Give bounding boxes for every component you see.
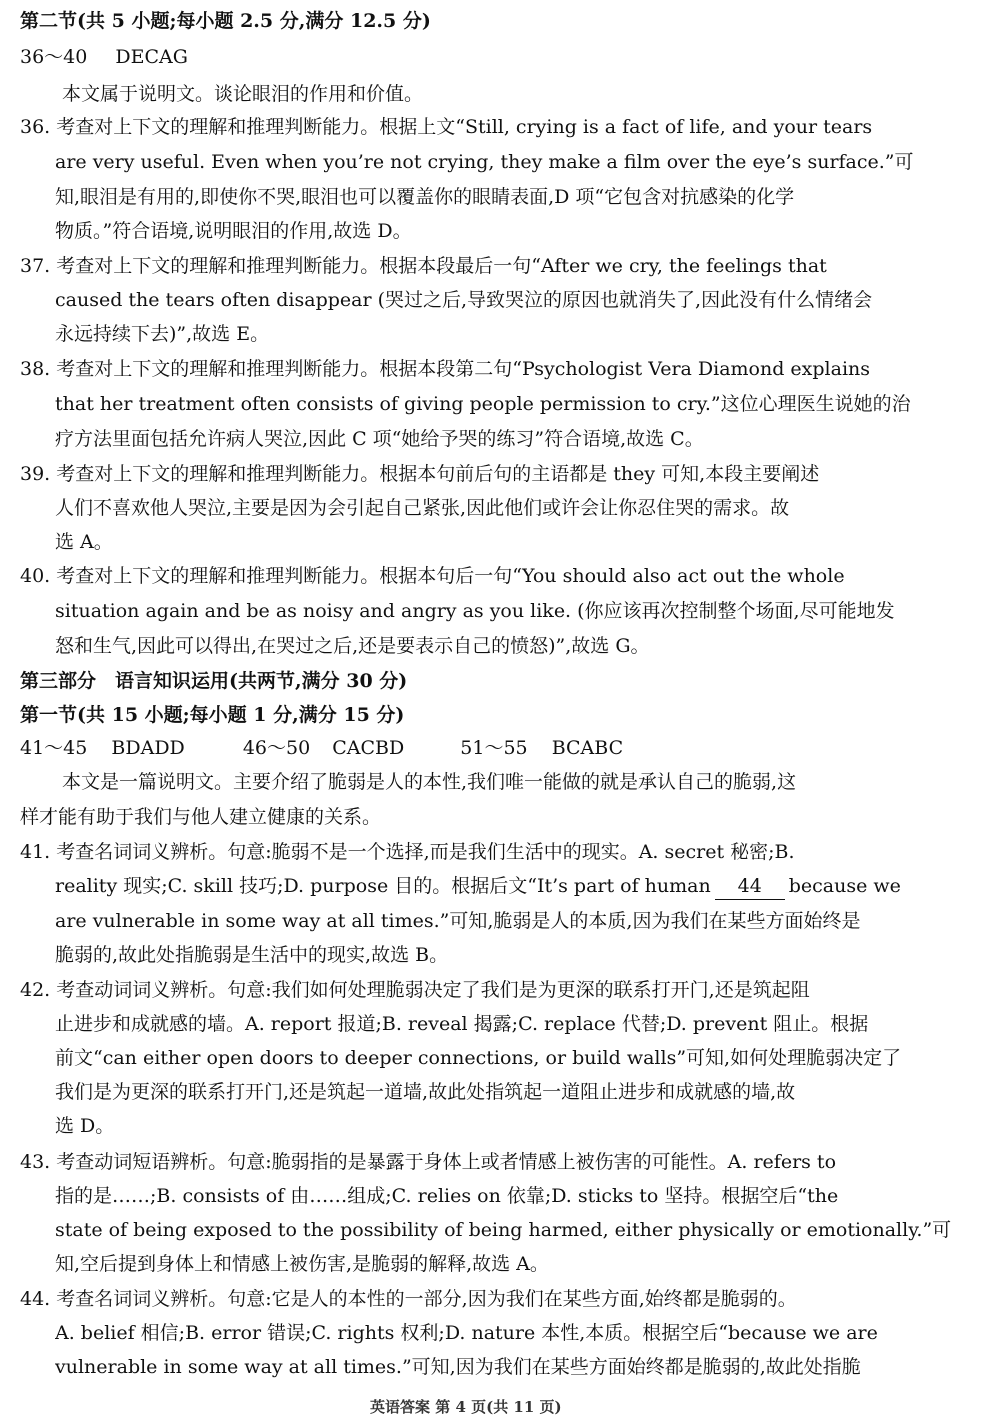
explanation-39-line2: 人们不喜欢他人哭泣,主要是因为会引起自己紧张,因此他们或许会让你忍住哭的需求。故: [55, 497, 790, 519]
explanation-37-line1: 37. 考查对上下文的理解和推理判断能力。根据本段最后一句“After we cry, the feelings that: [20, 255, 827, 277]
explanation-41-line2: [55, 871, 901, 901]
answer-range: 46～50: [242, 737, 311, 759]
explanation-43-line4: 知,空后提到身体上和情感上被伤害,是脆弱的解释,故选 A。: [55, 1253, 549, 1275]
answer-range: 36～40: [20, 46, 88, 68]
explanation-36-line2: are very useful. Even when you’re not crying, they make a film over the eye’s surface.”可: [55, 151, 914, 173]
part3-section1-heading: 第一节(共 15 小题;每小题 1 分,满分 15 分): [20, 704, 405, 726]
answer-letters: CACBD: [332, 737, 405, 759]
answer-range: 51～55: [460, 737, 528, 759]
explanation-42-line5: 选 D。: [55, 1115, 115, 1137]
passage-intro: 本文属于说明文。谈论眼泪的作用和价值。: [62, 83, 424, 105]
explanation-42-line4: 我们是为更深的联系打开门,还是筑起一道墙,故此处指筑起一道阻止进步和成就感的墙,故: [55, 1081, 796, 1103]
explanation-40-line3: 怒和生气,因此可以得出,在哭过之后,还是要表示自己的愤怒)”,故选 G。: [55, 635, 650, 657]
explanation-39-line1: 39. 考查对上下文的理解和推理判断能力。根据本句前后句的主语都是 they 可知,本段主要阐述: [20, 463, 820, 485]
explanation-44-line1: 44. 考查名词词义辨析。句意:它是人的本性的一部分,因为我们在某些方面,始终都是脆弱的。: [20, 1288, 797, 1310]
explanation-43-line1: 43. 考查动词短语辨析。句意:脆弱指的是暴露于身体上或者情感上被伤害的可能性。A. refers to: [20, 1151, 837, 1173]
page-footer: 英语答案 第 4 页(共 11 页): [370, 1398, 562, 1416]
explanation-41-line3: are vulnerable in some way at all times.”可知,脆弱是人的本质,因为我们在某些方面始终是: [55, 910, 861, 932]
answer-letters: DECAG: [115, 46, 188, 68]
explanation-42-line1: 42. 考查动词词义辨析。句意:我们如何处理脆弱决定了我们是为更深的联系打开门,还是筑起阻: [20, 979, 810, 1001]
explanation-44-line3: vulnerable in some way at all times.”可知,因为我们在某些方面始终都是脆弱的,故此处指脆: [55, 1356, 861, 1378]
explanation-38-line2: that her treatment often consists of giving people permission to cry.”这位心理医生说她的治: [55, 393, 911, 415]
explanation-41-text: because we: [788, 875, 901, 897]
explanation-37-line2: caused the tears often disappear (哭过之后,导致哭泣的原因也就消失了,因此没有什么情绪会: [55, 289, 873, 311]
answer-letters: BCABC: [551, 737, 624, 759]
answer-row-41-55: [20, 733, 623, 763]
explanation-40-line2: situation again and be as noisy and angry as you like. (你应该再次控制整个场面,尽可能地发: [55, 600, 895, 622]
explanation-39-line3: 选 A。: [55, 531, 113, 553]
explanation-36-line3: 知,眼泪是有用的,即使你不哭,眼泪也可以覆盖你的眼睛表面,D 项“它包含对抗感染的化学: [55, 186, 795, 208]
passage-intro-line2: 样才能有助于我们与他人建立健康的关系。: [20, 806, 382, 828]
section2-heading: 第二节(共 5 小题;每小题 2.5 分,满分 12.5 分): [20, 10, 431, 32]
explanation-43-line2: 指的是……;B. consists of 由……组成;C. relies on 依靠;D. sticks to 坚持。根据空后“the: [55, 1185, 839, 1207]
answer-letters: BDADD: [111, 737, 185, 759]
answer-range: 41～45: [20, 737, 88, 759]
explanation-40-line1: 40. 考查对上下文的理解和推理判断能力。根据本句后一句“You should also act out the whole: [20, 565, 845, 587]
explanation-41-text: reality 现实;C. skill 技巧;D. purpose 目的。根据后文“It’s part of human: [55, 875, 711, 897]
explanation-41-line1: 41. 考查名词词义辨析。句意:脆弱不是一个选择,而是我们生活中的现实。A. secret 秘密;B.: [20, 841, 795, 863]
blank-number: 44: [715, 875, 785, 900]
explanation-42-line2: 止进步和成就感的墙。A. report 报道;B. reveal 揭露;C. replace 代替;D. prevent 阻止。根据: [55, 1013, 869, 1035]
explanation-36-line4: 物质。”符合语境,说明眼泪的作用,故选 D。: [55, 220, 412, 242]
explanation-44-line2: A. belief 相信;B. error 错误;C. rights 权利;D. nature 本性,本质。根据空后“because we are: [55, 1322, 878, 1344]
explanation-36-line1: 36. 考查对上下文的理解和推理判断能力。根据上文“Still, crying is a fact of life, and your tears: [20, 116, 873, 138]
part3-heading: 第三部分 语言知识运用(共两节,满分 30 分): [20, 670, 408, 692]
explanation-41-line4: 脆弱的,故此处指脆弱是生活中的现实,故选 B。: [55, 944, 449, 966]
explanation-42-line3: 前文“can either open doors to deeper connections, or build walls”可知,如何处理脆弱决定了: [55, 1047, 902, 1069]
explanation-38-line1: 38. 考查对上下文的理解和推理判断能力。根据本段第二句“Psychologist Vera Diamond explains: [20, 358, 871, 380]
passage-intro-line1: 本文是一篇说明文。主要介绍了脆弱是人的本性,我们唯一能做的就是承认自己的脆弱,这: [62, 771, 797, 793]
explanation-43-line3: state of being exposed to the possibility of being harmed, either physically or emotionally.”可: [55, 1219, 952, 1241]
answer-row-36-40: [20, 42, 188, 72]
explanation-38-line3: 疗方法里面包括允许病人哭泣,因此 C 项“她给予哭的练习”符合语境,故选 C。: [55, 428, 704, 450]
explanation-37-line3: 永远持续下去)”,故选 E。: [55, 323, 270, 345]
